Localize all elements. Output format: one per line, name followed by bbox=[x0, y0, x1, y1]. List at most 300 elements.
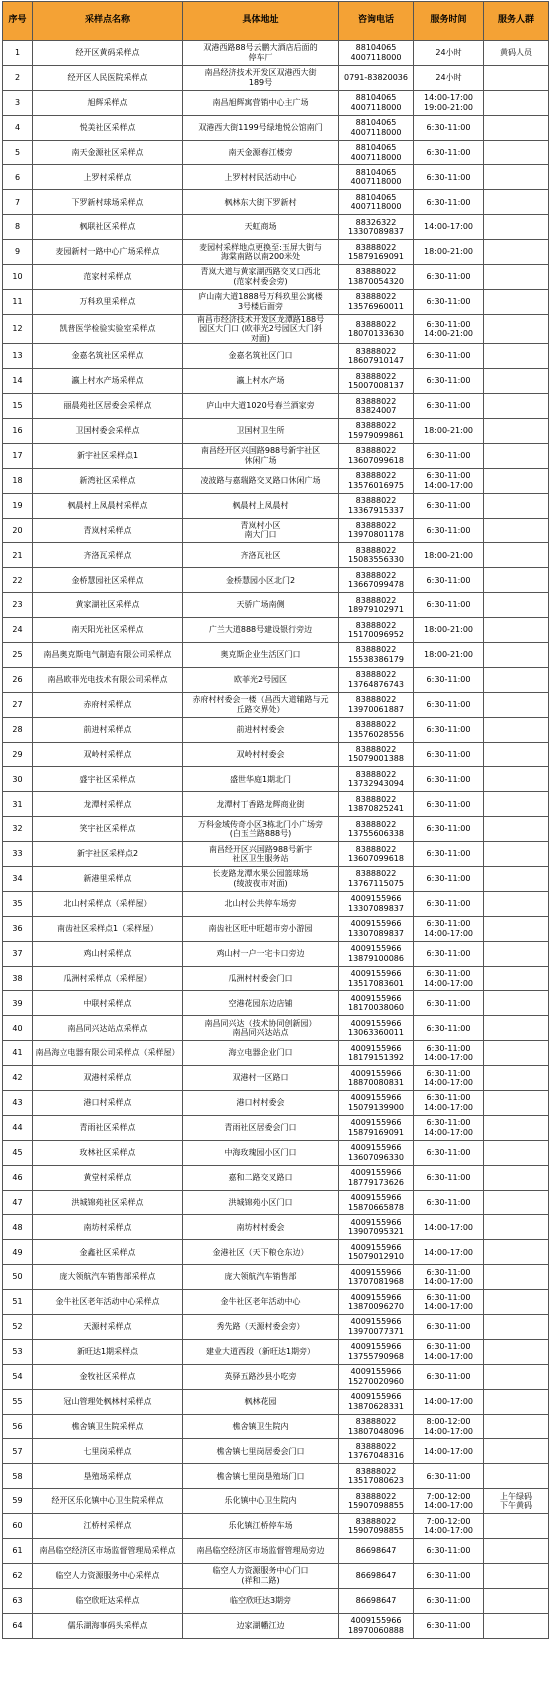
table-row bbox=[3, 1339, 549, 1364]
site-address: 枫晨村上凤晨村 bbox=[183, 493, 339, 518]
service-hours: 6:30-11:00 14:00-21:00 bbox=[414, 314, 484, 344]
site-address: 凌波路与嘉瑞路交叉路口休闲广场 bbox=[183, 468, 339, 493]
site-address: 鸡山村一户一宅卡口旁边 bbox=[183, 941, 339, 966]
site-name: 樵舍镇卫生院采样点 bbox=[33, 1414, 183, 1439]
site-phone: 83888022 15907098855 bbox=[339, 1489, 414, 1514]
row-number: 46 bbox=[3, 1165, 33, 1190]
service-hours: 6:30-11:00 bbox=[414, 394, 484, 419]
site-phone: 83888022 18607910147 bbox=[339, 344, 414, 369]
site-name: 南昌同兴达站点采样点 bbox=[33, 1016, 183, 1041]
row-number: 27 bbox=[3, 692, 33, 717]
site-name: 万科玖里采样点 bbox=[33, 289, 183, 314]
service-crowd bbox=[484, 190, 549, 215]
site-name: 中联村采样点 bbox=[33, 991, 183, 1016]
row-number: 40 bbox=[3, 1016, 33, 1041]
service-crowd bbox=[484, 1315, 549, 1340]
site-name: 悦美社区采样点 bbox=[33, 115, 183, 140]
site-address: 樵舍镇七里岗垦殖场门口 bbox=[183, 1464, 339, 1489]
service-crowd bbox=[484, 468, 549, 493]
table-row bbox=[3, 1539, 549, 1564]
service-hours: 6:30-11:00 bbox=[414, 443, 484, 468]
service-crowd bbox=[484, 792, 549, 817]
table-row bbox=[3, 344, 549, 369]
row-number: 35 bbox=[3, 891, 33, 916]
row-number: 10 bbox=[3, 265, 33, 290]
site-name: 冠山管理处枫林村采样点 bbox=[33, 1389, 183, 1414]
site-phone: 4009155966 13063360011 bbox=[339, 1016, 414, 1041]
site-name: 南昌奥克斯电气制造有限公司采样点 bbox=[33, 642, 183, 667]
site-name: 新宇社区采样点2 bbox=[33, 842, 183, 867]
table-row bbox=[3, 1066, 549, 1091]
site-name: 南天金源社区采样点 bbox=[33, 140, 183, 165]
site-phone: 88104065 4007118000 bbox=[339, 190, 414, 215]
site-phone: 4009155966 15879169091 bbox=[339, 1115, 414, 1140]
service-crowd bbox=[484, 867, 549, 892]
site-address: 南坊村村委会 bbox=[183, 1215, 339, 1240]
site-address: 金嘉名筑社区门口 bbox=[183, 344, 339, 369]
service-hours: 18:00-21:00 bbox=[414, 240, 484, 265]
table-row bbox=[3, 418, 549, 443]
table-row bbox=[3, 369, 549, 394]
site-phone: 4009155966 15870665878 bbox=[339, 1190, 414, 1215]
service-hours: 6:30-11:00 14:00-17:00 bbox=[414, 1091, 484, 1116]
site-address: 樵舍镇卫生院内 bbox=[183, 1414, 339, 1439]
site-name: 下罗新村球场采样点 bbox=[33, 190, 183, 215]
service-hours: 7:00-12:00 14:00-17:00 bbox=[414, 1489, 484, 1514]
site-phone: 4009155966 13755790968 bbox=[339, 1339, 414, 1364]
table-row bbox=[3, 518, 549, 543]
service-hours: 14:00-17:00 bbox=[414, 1389, 484, 1414]
table-row bbox=[3, 1389, 549, 1414]
service-hours: 6:30-11:00 bbox=[414, 767, 484, 792]
service-crowd: 上午绿码 下午黄码 bbox=[484, 1489, 549, 1514]
table-row bbox=[3, 1290, 549, 1315]
table-row bbox=[3, 1489, 549, 1514]
row-number: 28 bbox=[3, 717, 33, 742]
site-phone: 88104065 4007118000 bbox=[339, 115, 414, 140]
row-number: 11 bbox=[3, 289, 33, 314]
table-row bbox=[3, 140, 549, 165]
site-address: 金桥慧园小区北门2 bbox=[183, 568, 339, 593]
row-number: 15 bbox=[3, 394, 33, 419]
service-crowd bbox=[484, 1190, 549, 1215]
table-row bbox=[3, 1115, 549, 1140]
site-phone: 4009155966 13907095321 bbox=[339, 1215, 414, 1240]
site-address: 万科金域传奇小区3栋北门小广场旁 (白玉兰路888号) bbox=[183, 817, 339, 842]
site-name: 洪城锦苑社区采样点 bbox=[33, 1190, 183, 1215]
row-number: 52 bbox=[3, 1315, 33, 1340]
service-crowd bbox=[484, 344, 549, 369]
service-crowd bbox=[484, 1613, 549, 1638]
service-hours: 6:30-11:00 14:00-17:00 bbox=[414, 1339, 484, 1364]
table-row bbox=[3, 1041, 549, 1066]
row-number: 61 bbox=[3, 1539, 33, 1564]
site-address: 庞大领航汽车销售部 bbox=[183, 1265, 339, 1290]
service-hours: 6:30-11:00 bbox=[414, 369, 484, 394]
row-number: 19 bbox=[3, 493, 33, 518]
site-name: 经开区黄码采样点 bbox=[33, 41, 183, 66]
row-number: 31 bbox=[3, 792, 33, 817]
site-name: 新湾社区采样点 bbox=[33, 468, 183, 493]
service-crowd bbox=[484, 966, 549, 991]
service-crowd bbox=[484, 1091, 549, 1116]
site-address: 青雨社区居委会门口 bbox=[183, 1115, 339, 1140]
service-crowd bbox=[484, 842, 549, 867]
site-phone: 83888022 13807048096 bbox=[339, 1414, 414, 1439]
row-number: 57 bbox=[3, 1439, 33, 1464]
row-number: 62 bbox=[3, 1563, 33, 1588]
site-name: 南齿社区采样点1（采样屋） bbox=[33, 916, 183, 941]
site-phone: 83888022 13607099618 bbox=[339, 443, 414, 468]
site-address: 前进村村委会 bbox=[183, 717, 339, 742]
row-number: 48 bbox=[3, 1215, 33, 1240]
row-number: 63 bbox=[3, 1588, 33, 1613]
table-row bbox=[3, 1364, 549, 1389]
service-crowd bbox=[484, 1165, 549, 1190]
site-name: 金桥慧园社区采样点 bbox=[33, 568, 183, 593]
row-number: 39 bbox=[3, 991, 33, 1016]
table-row bbox=[3, 792, 549, 817]
service-crowd bbox=[484, 991, 549, 1016]
table-row bbox=[3, 240, 549, 265]
service-crowd bbox=[484, 891, 549, 916]
site-name: 临空欣旺达采样点 bbox=[33, 1588, 183, 1613]
site-name: 黄堂村采样点 bbox=[33, 1165, 183, 1190]
service-hours: 6:30-11:00 bbox=[414, 593, 484, 618]
service-crowd bbox=[484, 369, 549, 394]
site-address: 边家湖幡江边 bbox=[183, 1613, 339, 1638]
service-hours: 6:30-11:00 bbox=[414, 867, 484, 892]
site-address: 双岭村村委会 bbox=[183, 742, 339, 767]
table-row bbox=[3, 289, 549, 314]
site-phone: 83888022 15907098855 bbox=[339, 1514, 414, 1539]
site-address: 庐山南大道1888号万科玖里公寓楼 3号楼后面旁 bbox=[183, 289, 339, 314]
site-name: 黄家湖社区采样点 bbox=[33, 593, 183, 618]
site-address: 洪城锦苑小区门口 bbox=[183, 1190, 339, 1215]
service-crowd bbox=[484, 493, 549, 518]
table-row bbox=[3, 593, 549, 618]
row-number: 49 bbox=[3, 1240, 33, 1265]
site-phone: 88104065 4007118000 bbox=[339, 140, 414, 165]
service-hours: 18:00-21:00 bbox=[414, 543, 484, 568]
row-number: 7 bbox=[3, 190, 33, 215]
table-row bbox=[3, 916, 549, 941]
row-number: 43 bbox=[3, 1091, 33, 1116]
site-phone: 83888022 13576016975 bbox=[339, 468, 414, 493]
site-name: 玫林社区采样点 bbox=[33, 1140, 183, 1165]
site-address: 青岚大道与黄家湖西路交叉口西北 (范家村委会旁) bbox=[183, 265, 339, 290]
site-name: 经开区乐化镇中心卫生院采样点 bbox=[33, 1489, 183, 1514]
service-crowd bbox=[484, 1539, 549, 1564]
row-number: 16 bbox=[3, 418, 33, 443]
header-phone: 咨询电话 bbox=[339, 2, 414, 41]
site-phone: 83888022 13970061887 bbox=[339, 692, 414, 717]
service-hours: 18:00-21:00 bbox=[414, 618, 484, 643]
site-name: 南天阳光社区采样点 bbox=[33, 618, 183, 643]
site-phone: 4009155966 15270020960 bbox=[339, 1364, 414, 1389]
site-name: 南坊村采样点 bbox=[33, 1215, 183, 1240]
service-crowd bbox=[484, 1265, 549, 1290]
row-number: 47 bbox=[3, 1190, 33, 1215]
row-number: 64 bbox=[3, 1613, 33, 1638]
row-number: 58 bbox=[3, 1464, 33, 1489]
site-phone: 83888022 15079001388 bbox=[339, 742, 414, 767]
site-phone: 4009155966 13870096270 bbox=[339, 1290, 414, 1315]
site-name: 枫联社区采样点 bbox=[33, 215, 183, 240]
table-row bbox=[3, 190, 549, 215]
service-crowd bbox=[484, 717, 549, 742]
row-number: 22 bbox=[3, 568, 33, 593]
table-row bbox=[3, 90, 549, 115]
service-crowd bbox=[484, 314, 549, 344]
row-number: 21 bbox=[3, 543, 33, 568]
site-phone: 83888022 13755606338 bbox=[339, 817, 414, 842]
row-number: 17 bbox=[3, 443, 33, 468]
service-crowd bbox=[484, 1439, 549, 1464]
site-address: 天虹商场 bbox=[183, 215, 339, 240]
row-number: 41 bbox=[3, 1041, 33, 1066]
service-hours: 6:30-11:00 14:00-17:00 bbox=[414, 1265, 484, 1290]
site-phone: 83888022 15979099861 bbox=[339, 418, 414, 443]
site-name: 盛宇社区采样点 bbox=[33, 767, 183, 792]
site-name: 瀛上村水产场采样点 bbox=[33, 369, 183, 394]
service-hours: 14:00-17:00 bbox=[414, 215, 484, 240]
table-row bbox=[3, 1464, 549, 1489]
site-phone: 83888022 13767048316 bbox=[339, 1439, 414, 1464]
row-number: 6 bbox=[3, 165, 33, 190]
site-address: 龙潭村丁香路龙辉商业街 bbox=[183, 792, 339, 817]
row-number: 59 bbox=[3, 1489, 33, 1514]
row-number: 29 bbox=[3, 742, 33, 767]
site-name: 江桥村采样点 bbox=[33, 1514, 183, 1539]
row-number: 18 bbox=[3, 468, 33, 493]
row-number: 20 bbox=[3, 518, 33, 543]
service-hours: 6:30-11:00 14:00-17:00 bbox=[414, 468, 484, 493]
service-hours: 6:30-11:00 bbox=[414, 1364, 484, 1389]
service-hours: 6:30-11:00 14:00-17:00 bbox=[414, 1041, 484, 1066]
service-crowd bbox=[484, 1588, 549, 1613]
site-name: 新旺达1期采样点 bbox=[33, 1339, 183, 1364]
site-address: 南昌经开区兴国路988号新宇 社区卫生服务站 bbox=[183, 842, 339, 867]
table-row bbox=[3, 1190, 549, 1215]
row-number: 12 bbox=[3, 314, 33, 344]
service-hours: 6:30-11:00 bbox=[414, 1190, 484, 1215]
site-phone: 88104065 4007118000 bbox=[339, 41, 414, 66]
site-name: 儒乐湖海事码头采样点 bbox=[33, 1613, 183, 1638]
site-phone: 4009155966 18170038060 bbox=[339, 991, 414, 1016]
service-hours: 6:30-11:00 14:00-17:00 bbox=[414, 1290, 484, 1315]
service-hours: 6:30-11:00 14:00-17:00 bbox=[414, 1115, 484, 1140]
site-address: 秀先路（天源村委会旁） bbox=[183, 1315, 339, 1340]
service-hours: 6:30-11:00 bbox=[414, 991, 484, 1016]
site-address: 南天金源春江楼旁 bbox=[183, 140, 339, 165]
row-number: 60 bbox=[3, 1514, 33, 1539]
site-name: 前进村采样点 bbox=[33, 717, 183, 742]
site-name: 金牧社区采样点 bbox=[33, 1364, 183, 1389]
site-phone: 4009155966 13707081968 bbox=[339, 1265, 414, 1290]
row-number: 51 bbox=[3, 1290, 33, 1315]
service-crowd bbox=[484, 1414, 549, 1439]
service-hours: 14:00-17:00 19:00-21:00 bbox=[414, 90, 484, 115]
site-name: 枫晨村上凤晨村采样点 bbox=[33, 493, 183, 518]
service-crowd bbox=[484, 1364, 549, 1389]
table-row bbox=[3, 41, 549, 66]
service-hours: 6:30-11:00 bbox=[414, 568, 484, 593]
table-row bbox=[3, 1315, 549, 1340]
site-phone: 83888022 13767115075 bbox=[339, 867, 414, 892]
site-name: 青岚村采样点 bbox=[33, 518, 183, 543]
table-row bbox=[3, 265, 549, 290]
site-address: 南昌临空经济区市场监督管理局旁边 bbox=[183, 1539, 339, 1564]
site-address: 欧菲光2号园区 bbox=[183, 667, 339, 692]
service-crowd bbox=[484, 265, 549, 290]
site-phone: 83888022 15083556330 bbox=[339, 543, 414, 568]
row-number: 25 bbox=[3, 642, 33, 667]
row-number: 53 bbox=[3, 1339, 33, 1364]
site-phone: 4009155966 18970060888 bbox=[339, 1613, 414, 1638]
service-crowd bbox=[484, 1514, 549, 1539]
row-number: 4 bbox=[3, 115, 33, 140]
table-row bbox=[3, 1091, 549, 1116]
row-number: 32 bbox=[3, 817, 33, 842]
table-row bbox=[3, 443, 549, 468]
table-row bbox=[3, 692, 549, 717]
site-name: 双港村采样点 bbox=[33, 1066, 183, 1091]
service-hours: 14:00-17:00 bbox=[414, 1240, 484, 1265]
table-header-row bbox=[3, 2, 549, 41]
table-row bbox=[3, 941, 549, 966]
service-hours: 6:30-11:00 bbox=[414, 265, 484, 290]
service-crowd bbox=[484, 394, 549, 419]
site-address: 金牛社区老年活动中心 bbox=[183, 1290, 339, 1315]
service-crowd bbox=[484, 916, 549, 941]
service-crowd bbox=[484, 692, 549, 717]
site-address: 双港西路88号云鹏大酒店后面的 停车厂 bbox=[183, 41, 339, 66]
service-crowd bbox=[484, 941, 549, 966]
site-address: 北山村公共停车场旁 bbox=[183, 891, 339, 916]
service-hours: 6:30-11:00 bbox=[414, 941, 484, 966]
service-crowd bbox=[484, 418, 549, 443]
service-hours: 6:30-11:00 bbox=[414, 1613, 484, 1638]
service-crowd bbox=[484, 215, 549, 240]
service-crowd bbox=[484, 543, 549, 568]
site-phone: 83888022 13367915337 bbox=[339, 493, 414, 518]
site-phone: 4009155966 18179151392 bbox=[339, 1041, 414, 1066]
table-row bbox=[3, 215, 549, 240]
service-crowd bbox=[484, 165, 549, 190]
service-hours: 18:00-21:00 bbox=[414, 642, 484, 667]
service-hours: 6:30-11:00 bbox=[414, 190, 484, 215]
site-phone: 83888022 13576960011 bbox=[339, 289, 414, 314]
service-hours: 6:30-11:00 bbox=[414, 692, 484, 717]
table-row bbox=[3, 468, 549, 493]
service-crowd bbox=[484, 1339, 549, 1364]
service-crowd bbox=[484, 1115, 549, 1140]
row-number: 24 bbox=[3, 618, 33, 643]
site-phone: 4009155966 18779173626 bbox=[339, 1165, 414, 1190]
service-crowd bbox=[484, 240, 549, 265]
site-address: 麦园村采样地点更换至:玉屏大街与 海棠南路以南200米处 bbox=[183, 240, 339, 265]
row-number: 33 bbox=[3, 842, 33, 867]
table-row bbox=[3, 1414, 549, 1439]
site-address: 乐化镇中心卫生院内 bbox=[183, 1489, 339, 1514]
row-number: 38 bbox=[3, 966, 33, 991]
site-address: 樵舍镇七里岗居委会门口 bbox=[183, 1439, 339, 1464]
service-hours: 6:30-11:00 bbox=[414, 717, 484, 742]
site-name: 金牛社区老年活动中心采样点 bbox=[33, 1290, 183, 1315]
table-row bbox=[3, 966, 549, 991]
site-address: 金港社区（天下粮仓东边） bbox=[183, 1240, 339, 1265]
site-address: 临空欣旺达3期旁 bbox=[183, 1588, 339, 1613]
service-hours: 24小时 bbox=[414, 65, 484, 90]
service-crowd bbox=[484, 90, 549, 115]
site-address: 南昌旭辉寓营销中心主广场 bbox=[183, 90, 339, 115]
site-phone: 83888022 83824007 bbox=[339, 394, 414, 419]
service-crowd bbox=[484, 1016, 549, 1041]
row-number: 55 bbox=[3, 1389, 33, 1414]
service-hours: 8:00-12:00 14:00-17:00 bbox=[414, 1414, 484, 1439]
table-row bbox=[3, 618, 549, 643]
site-name: 临空人力资源服务中心采样点 bbox=[33, 1563, 183, 1588]
site-name: 天源村采样点 bbox=[33, 1315, 183, 1340]
site-name: 青雨社区采样点 bbox=[33, 1115, 183, 1140]
site-name: 南昌临空经济区市场监督管理局采样点 bbox=[33, 1539, 183, 1564]
service-hours: 6:30-11:00 bbox=[414, 493, 484, 518]
table-row bbox=[3, 891, 549, 916]
table-row bbox=[3, 867, 549, 892]
service-hours: 6:30-11:00 14:00-17:00 bbox=[414, 966, 484, 991]
site-name: 龙潭村采样点 bbox=[33, 792, 183, 817]
service-hours: 6:30-11:00 bbox=[414, 792, 484, 817]
service-crowd bbox=[484, 289, 549, 314]
site-address: 双港西大街1199号绿地悦公馆南门 bbox=[183, 115, 339, 140]
table-row bbox=[3, 1240, 549, 1265]
service-hours: 6:30-11:00 bbox=[414, 115, 484, 140]
site-address: 嘉和二路交叉路口 bbox=[183, 1165, 339, 1190]
site-address: 临空人力资源服务中心门口 (祥和二路) bbox=[183, 1563, 339, 1588]
site-name: 新港里采样点 bbox=[33, 867, 183, 892]
service-crowd bbox=[484, 1066, 549, 1091]
service-crowd bbox=[484, 518, 549, 543]
header-hours: 服务时间 bbox=[414, 2, 484, 41]
site-name: 瓜洲村采样点（采样屋） bbox=[33, 966, 183, 991]
table-row bbox=[3, 817, 549, 842]
site-address: 南昌同兴达（技术协同创新园） 南昌同兴达站点 bbox=[183, 1016, 339, 1041]
site-name: 赤府村采样点 bbox=[33, 692, 183, 717]
site-phone: 86698647 bbox=[339, 1563, 414, 1588]
site-phone: 83888022 13607099618 bbox=[339, 842, 414, 867]
site-address: 枫林东大街下罗新村 bbox=[183, 190, 339, 215]
site-address: 盛世华庭1期北门 bbox=[183, 767, 339, 792]
service-crowd bbox=[484, 65, 549, 90]
site-address: 瀛上村水产场 bbox=[183, 369, 339, 394]
service-hours: 14:00-17:00 bbox=[414, 1439, 484, 1464]
site-phone: 4009155966 13517083601 bbox=[339, 966, 414, 991]
table-row bbox=[3, 667, 549, 692]
service-hours: 6:30-11:00 bbox=[414, 165, 484, 190]
service-crowd bbox=[484, 140, 549, 165]
row-number: 45 bbox=[3, 1140, 33, 1165]
site-phone: 88326322 13307089837 bbox=[339, 215, 414, 240]
table-row bbox=[3, 1140, 549, 1165]
row-number: 37 bbox=[3, 941, 33, 966]
site-phone: 4009155966 15079012910 bbox=[339, 1240, 414, 1265]
site-phone: 83888022 13764876743 bbox=[339, 667, 414, 692]
service-hours: 6:30-11:00 bbox=[414, 667, 484, 692]
site-name: 麦园新村一路中心广场采样点 bbox=[33, 240, 183, 265]
table-row bbox=[3, 394, 549, 419]
row-number: 8 bbox=[3, 215, 33, 240]
